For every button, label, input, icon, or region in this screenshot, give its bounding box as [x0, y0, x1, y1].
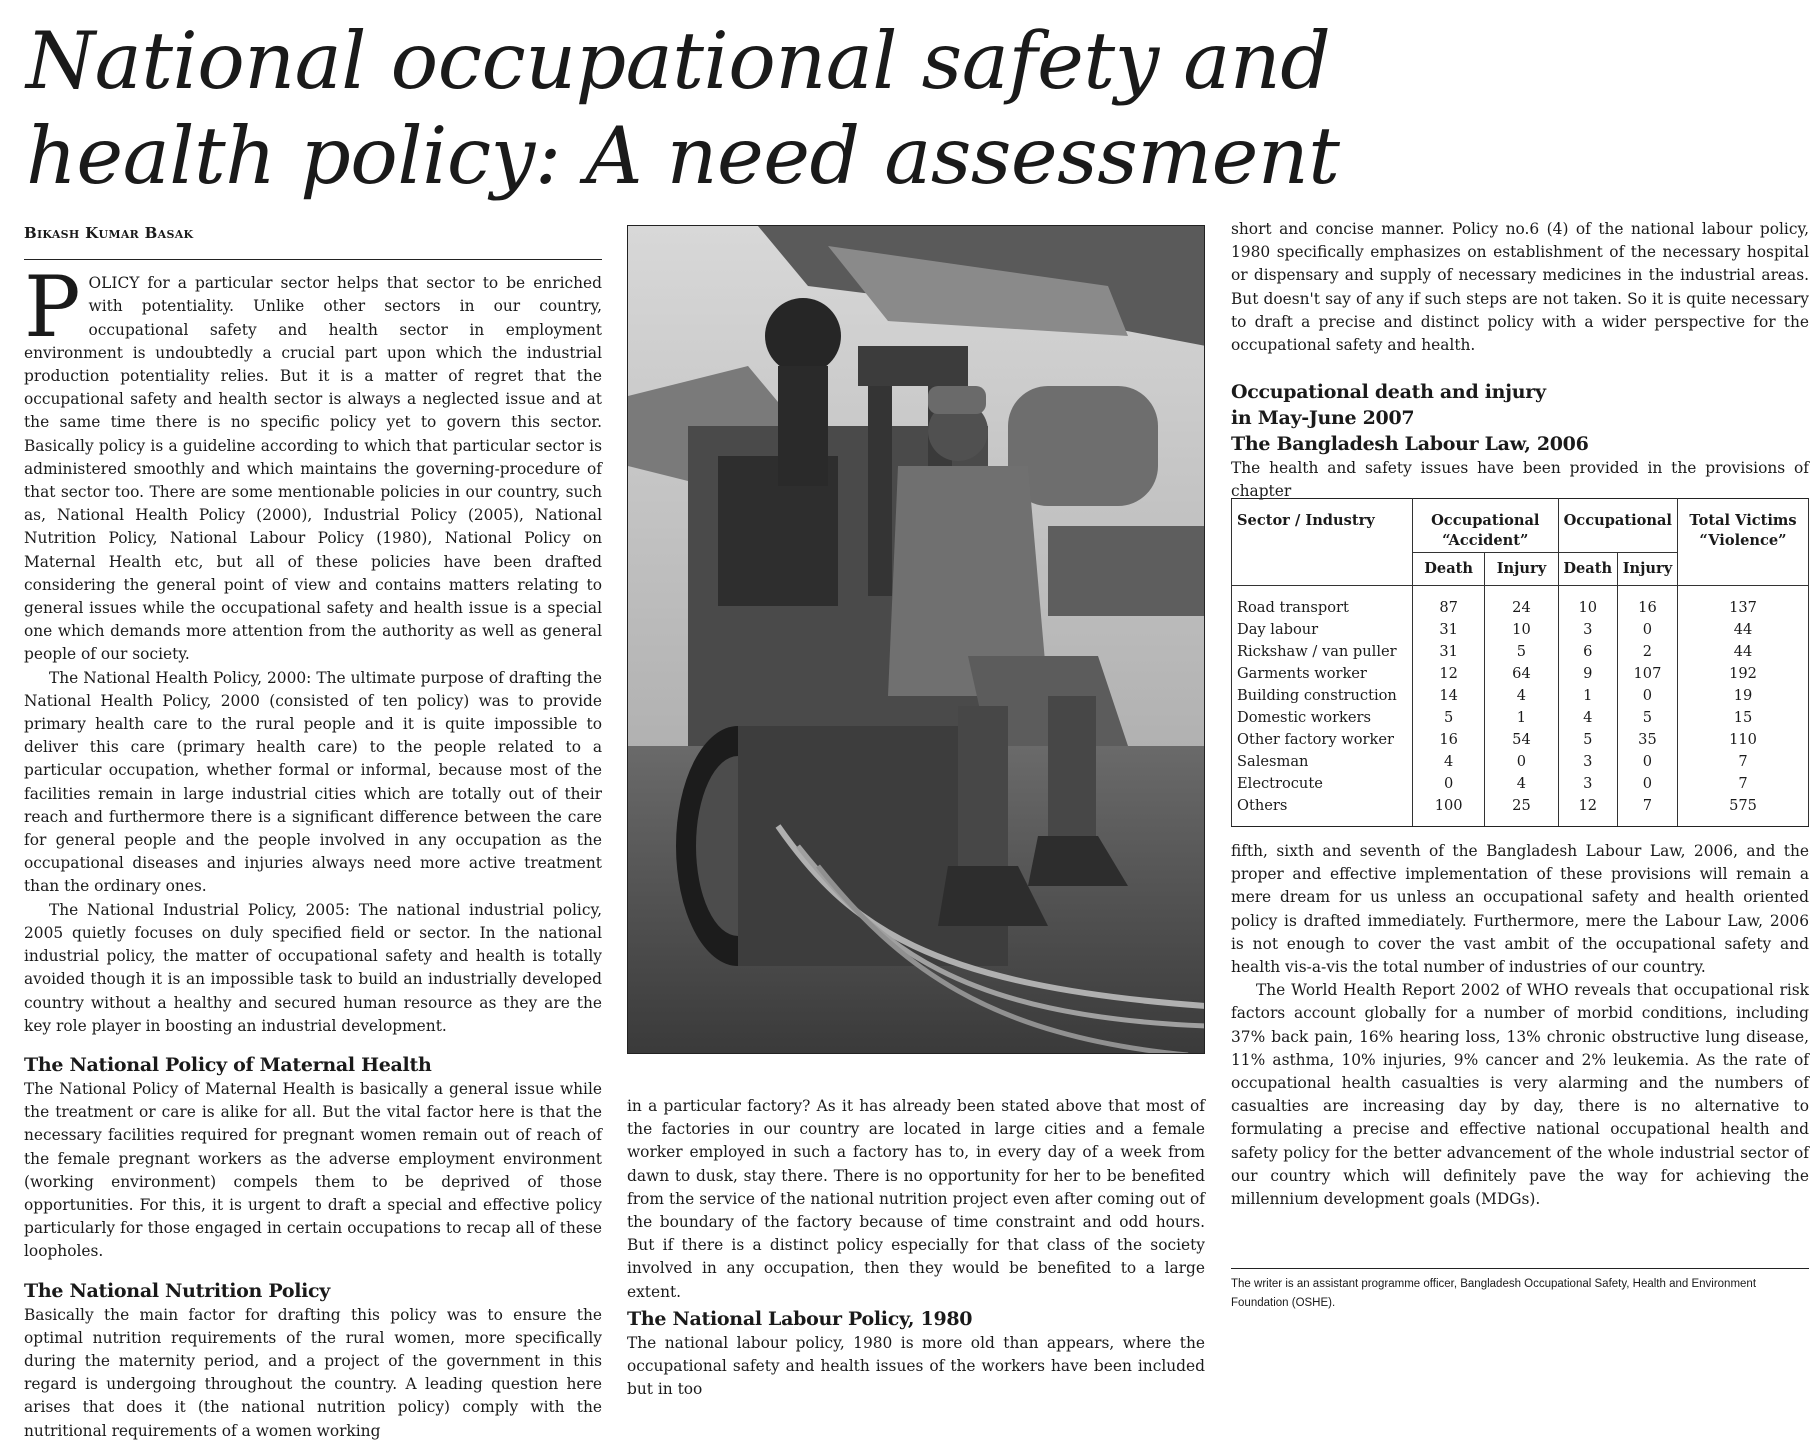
cell-accident-death: 31: [1413, 619, 1485, 641]
cell-occupational-death: 3: [1558, 773, 1617, 795]
article-title: National occupational safety and health policy: A need assessment: [26, 15, 1340, 202]
cell-accident-death: 87: [1413, 586, 1485, 620]
paragraph-who-report: The World Health Report 2002 of WHO reveals that occupational risk factors account globally for a number of morbid conditions, including 37% back pain, 16% hearing loss, 13% chronic obstructive lung disease, 11% asthma, 10% injuries, 9% cancer and 2% leukemia. As the rate of occupational health casualties is very alarming and the numbers of casualties are increasing day by day, there is no alternative to formulating a precise and effective national occupational health and safety policy for the better advancement of the whole industrial sector of our country which will definitely pave the way for achieving the millennium development goals (MDGs).: [1231, 981, 1809, 1209]
cell-accident-injury: 64: [1485, 663, 1558, 685]
cell-total: 192: [1678, 663, 1809, 685]
th-total: Total Victims “Violence”: [1678, 499, 1809, 586]
subhead-nutrition-policy: The National Nutrition Policy: [24, 1279, 331, 1302]
paragraph-labour-policy: The national labour policy, 1980 is more old than appears, where the occupational safety and health issues of the workers have been included but in too: [627, 1333, 1205, 1399]
cell-accident-injury: 10: [1485, 619, 1558, 641]
table-row: [1232, 707, 1809, 729]
th-acc-death: Death: [1413, 553, 1485, 586]
paragraph-intro: POLICY for a particular sector helps that sector to be enriched with potentiality. Unlike other sectors in our country, occupational safety and health sector in employment environment is undoubtedly a crucial part upon which the industrial production potentiality relies. But it is a matter of regret that the occupational safety and health sector is always a neglected issue and at the same time there is no specific policy yet to govern this sector. Basically policy is a guideline according to which that particular sector is administered smoothly and which maintains the governing-procedure of that sector too. There are some mentionable policies in our country, such as, National Health Policy (2000), Industrial Policy (2005), National Nutrition Policy, National Labour Policy (1980), National Policy on Maternal Health etc, but all of these policies have been drafted considering the general point of view and contains matters relating to general issues while the occupational safety and health issue is a special one which demands more attention from the authority as well as general people of our society.: [24, 258, 602, 664]
cell-sector: Road transport: [1232, 586, 1413, 620]
paragraph-labour-law-start: The health and safety issues have been provided in the provisions of chapter: [1231, 459, 1809, 501]
th-sector: Sector / Industry: [1232, 499, 1413, 586]
cell-accident-injury: 54: [1485, 729, 1558, 751]
cell-occupational-death: 1: [1558, 685, 1617, 707]
cell-occupational-injury: 107: [1617, 663, 1677, 685]
cell-total: 7: [1678, 773, 1809, 795]
dropcap: P: [24, 258, 81, 357]
cell-accident-death: 16: [1413, 729, 1485, 751]
author-byline: Bikash Kumar Basak: [24, 222, 602, 260]
paragraph-nutrition-policy: Basically the main factor for drafting this policy was to ensure the optimal nutrition requirements of the rural women, more specifically during the maternity period, and a project of the government in this regard is undergoing throughout the country. A leading question here arises that does it (the national nutrition policy) comply with the nutritional requirements of a women working: [24, 1305, 602, 1440]
table-row: [1232, 586, 1809, 620]
cell-total: 15: [1678, 707, 1809, 729]
cell-accident-death: 4: [1413, 751, 1485, 773]
column-3-continued: [1231, 840, 1809, 1211]
cell-accident-death: 0: [1413, 773, 1485, 795]
th-occ-injury: Injury: [1617, 553, 1677, 586]
column-1: [24, 222, 602, 1443]
paragraph-maternal-health: The National Policy of Maternal Health is basically a general issue while the treatment or care is alike for all. But the vital factor here is that the necessary facilities required for pregnant women remain out of reach of the female pregnant workers as the adverse employment environment (working environment) compels them to be deprived of those opportunities. For this, it is urgent to draft a special and effective policy particularly for those engaged in certain occupations to recap all of these loopholes.: [24, 1079, 602, 1261]
paragraph-labour-law: fifth, sixth and seventh of the Bangladesh Labour Law, 2006, and the proper and effective implementation of these provisions will remain a mere dream for us unless an occupational safety and health oriented policy is drafted immediately. Furthermore, mere the Labour Law, 2006 is not enough to cover the vast ambit of the occupational safety and health vis-a-vis the total number of industries of our country.: [1231, 842, 1809, 977]
cell-accident-death: 31: [1413, 641, 1485, 663]
cell-accident-death: 5: [1413, 707, 1485, 729]
cell-occupational-death: 6: [1558, 641, 1617, 663]
cell-sector: Electrocute: [1232, 773, 1413, 795]
table-row: [1232, 729, 1809, 751]
table-row: [1232, 663, 1809, 685]
table-row: [1232, 685, 1809, 707]
cell-occupational-injury: 2: [1617, 641, 1677, 663]
column-3: [1231, 222, 1809, 504]
cell-occupational-injury: 35: [1617, 729, 1677, 751]
cell-occupational-injury: 7: [1617, 795, 1677, 827]
cell-accident-death: 12: [1413, 663, 1485, 685]
cell-total: 19: [1678, 685, 1809, 707]
cell-occupational-death: 12: [1558, 795, 1617, 827]
paragraph-labour-policy-continued: short and concise manner. Policy no.6 (4) of the national labour policy, 1980 specifically emphasizes on establishment of the necessary hospital or dispensary and supply of necessary medicines in the industrial areas. But doesn't say of any if such steps are not taken. So it is quite necessary to draft a precise and distinct policy with a wider perspective for the occupational safety and health.: [1231, 220, 1809, 355]
paragraph-health-policy: The National Health Policy, 2000: The ultimate purpose of drafting the National Health Policy, 2000 (consisted of ten policy) was to provide primary health care to the rural people and it is quite impossible to deliver this care (primary health care) to the people related to a particular occupation, whether formal or informal, because most of the facilities remain in large industrial cities which are totally out of their reach and furthermore there is a significant difference between the care for general people and the people involved in any occupation as the occupational diseases and injuries always need more active treatment than the ordinary ones.: [24, 668, 602, 896]
cell-occupational-injury: 16: [1617, 586, 1677, 620]
cell-occupational-death: 3: [1558, 619, 1617, 641]
th-accident: Occupational “Accident”: [1413, 499, 1559, 553]
th-acc-injury: Injury: [1485, 553, 1558, 586]
cell-total: 137: [1678, 586, 1809, 620]
cell-accident-injury: 1: [1485, 707, 1558, 729]
th-occupational: Occupational: [1558, 499, 1677, 553]
table-row: [1232, 773, 1809, 795]
th-occ-death: Death: [1558, 553, 1617, 586]
cell-occupational-injury: 0: [1617, 773, 1677, 795]
cell-occupational-death: 5: [1558, 729, 1617, 751]
cell-sector: Building construction: [1232, 685, 1413, 707]
cell-occupational-injury: 5: [1617, 707, 1677, 729]
cell-sector: Others: [1232, 795, 1413, 827]
cell-total: 44: [1678, 641, 1809, 663]
cell-accident-injury: 24: [1485, 586, 1558, 620]
cell-occupational-injury: 0: [1617, 751, 1677, 773]
subhead-maternal-health: The National Policy of Maternal Health: [24, 1053, 432, 1076]
column-2: [627, 1095, 1205, 1401]
cell-occupational-injury: 0: [1617, 685, 1677, 707]
worker-photo: [627, 225, 1205, 1054]
cell-accident-injury: 0: [1485, 751, 1558, 773]
cell-sector: Day labour: [1232, 619, 1413, 641]
cell-sector: Garments worker: [1232, 663, 1413, 685]
cell-sector: Salesman: [1232, 751, 1413, 773]
cell-sector: Rickshaw / van puller: [1232, 641, 1413, 663]
cell-accident-death: 100: [1413, 795, 1485, 827]
table-row: [1232, 641, 1809, 663]
paragraph-nutrition-continued: in a particular factory? As it has already been stated above that most of the factories in our country are located in large cities and a female worker employed in such a factory has to, in every day of a week from dawn to dusk, stay there. There is no opportunity for her to be benefited from the service of the national nutrition project even after coming out of the boundary of the factory because of time constraint and odd hours. But if there is a distinct policy especially for that class of the society involved in any occupation, then they would be benefited to a large extent.: [627, 1097, 1205, 1301]
subhead-labour-policy: The National Labour Policy, 1980: [627, 1307, 973, 1330]
casualty-table: [1231, 498, 1809, 827]
worker-photo-icon: [628, 226, 1205, 1054]
cell-occupational-death: 9: [1558, 663, 1617, 685]
subhead-labour-law: The Bangladesh Labour Law, 2006: [1231, 433, 1589, 456]
cell-total: 7: [1678, 751, 1809, 773]
cell-occupational-death: 4: [1558, 707, 1617, 729]
cell-occupational-death: 10: [1558, 586, 1617, 620]
cell-accident-injury: 25: [1485, 795, 1558, 827]
cell-sector: Domestic workers: [1232, 707, 1413, 729]
table-row: [1232, 751, 1809, 773]
cell-total: 44: [1678, 619, 1809, 641]
cell-accident-injury: 4: [1485, 773, 1558, 795]
cell-total: 110: [1678, 729, 1809, 751]
cell-total: 575: [1678, 795, 1809, 827]
cell-accident-death: 14: [1413, 685, 1485, 707]
paragraph-industrial-policy: The National Industrial Policy, 2005: The national industrial policy, 2005 quietly focuses on duly specified field or sector. In the national industrial policy, the matter of occupational safety and health is totally avoided though it is an impossible task to build an industrially developed country without a healthy and secured human resource as they are the key role player in boosting an industrial development.: [24, 900, 602, 1035]
cell-sector: Other factory worker: [1232, 729, 1413, 751]
author-footnote: The writer is an assistant programme officer, Bangladesh Occupational Safety, Health and Environment Foundation (OSHE).: [1231, 1268, 1809, 1313]
cell-accident-injury: 5: [1485, 641, 1558, 663]
table-title-line-2: in May-June 2007: [1231, 407, 1415, 430]
table-row: [1232, 619, 1809, 641]
cell-accident-injury: 4: [1485, 685, 1558, 707]
cell-occupational-injury: 0: [1617, 619, 1677, 641]
cell-occupational-death: 3: [1558, 751, 1617, 773]
table-row: [1232, 795, 1809, 827]
table-title-line-1: Occupational death and injury: [1231, 381, 1546, 404]
